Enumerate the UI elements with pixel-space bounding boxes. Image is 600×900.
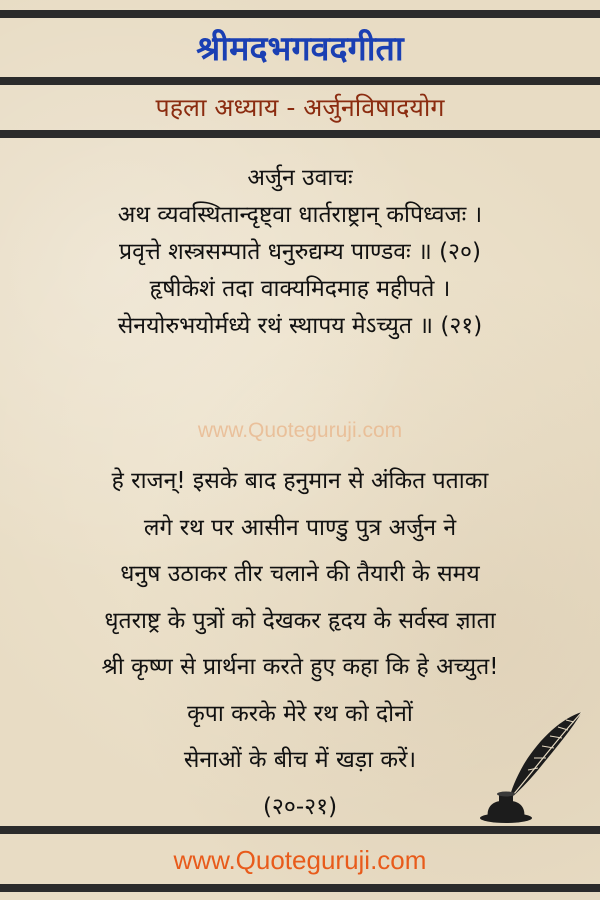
page-title: श्रीमदभगवदगीता xyxy=(196,29,404,69)
meaning-line: लगे रथ पर आसीन पाण्डु पुत्र अर्जुन ने xyxy=(143,514,457,541)
chapter-subtitle: पहला अध्याय - अर्जुनविषादयोग xyxy=(155,93,445,122)
meaning-line: धृतराष्ट्र के पुत्रों को देखकर हृदय के सर्वस्व ज्ञाता xyxy=(104,607,496,634)
sanskrit-verse xyxy=(0,160,600,345)
verse-line: सेनयोरुभयोर्मध्ये रथं स्थापय मेऽच्युत ॥ (२१) xyxy=(117,313,483,339)
divider-bar xyxy=(0,130,600,138)
divider-bar xyxy=(0,826,600,834)
meaning-line: श्री कृष्ण से प्रार्थना करते हुए कहा कि हे अच्युत! xyxy=(101,654,499,680)
meaning-line: धनुष उठाकर तीर चलाने की तैयारी के समय xyxy=(120,561,480,587)
verse-line: अथ व्यवस्थितान्दृष्ट्वा धार्तराष्ट्रान् कपिध्वजः । xyxy=(117,202,483,228)
meaning-line: कृपा करके मेरे रथ को दोनों xyxy=(187,700,413,727)
verse-reference: (२०-२१) xyxy=(262,793,338,820)
verse-line: हृषीकेशं तदा वाक्यमिदमाह महीपते । xyxy=(149,276,451,302)
bottom-border-bar xyxy=(0,884,600,892)
meaning-line: हे राजन्! इसके बाद हनुमान से अंकित पताका xyxy=(111,468,489,494)
verse-speaker: अर्जुन उवाचः xyxy=(247,165,353,191)
watermark: www.Quoteguruji.com xyxy=(197,419,403,442)
meaning-line: सेनाओं के बीच में खड़ा करें। xyxy=(183,747,417,773)
divider-bar xyxy=(0,77,600,85)
quill-inkpot-icon xyxy=(478,708,588,824)
footer-website-link[interactable]: www.Quoteguruji.com xyxy=(173,845,427,875)
verse-line: प्रवृत्ते शस्त्रसम्पाते धनुरुद्यम्य पाण्डवः ॥ (२०) xyxy=(119,239,481,265)
top-border-bar xyxy=(0,10,600,18)
